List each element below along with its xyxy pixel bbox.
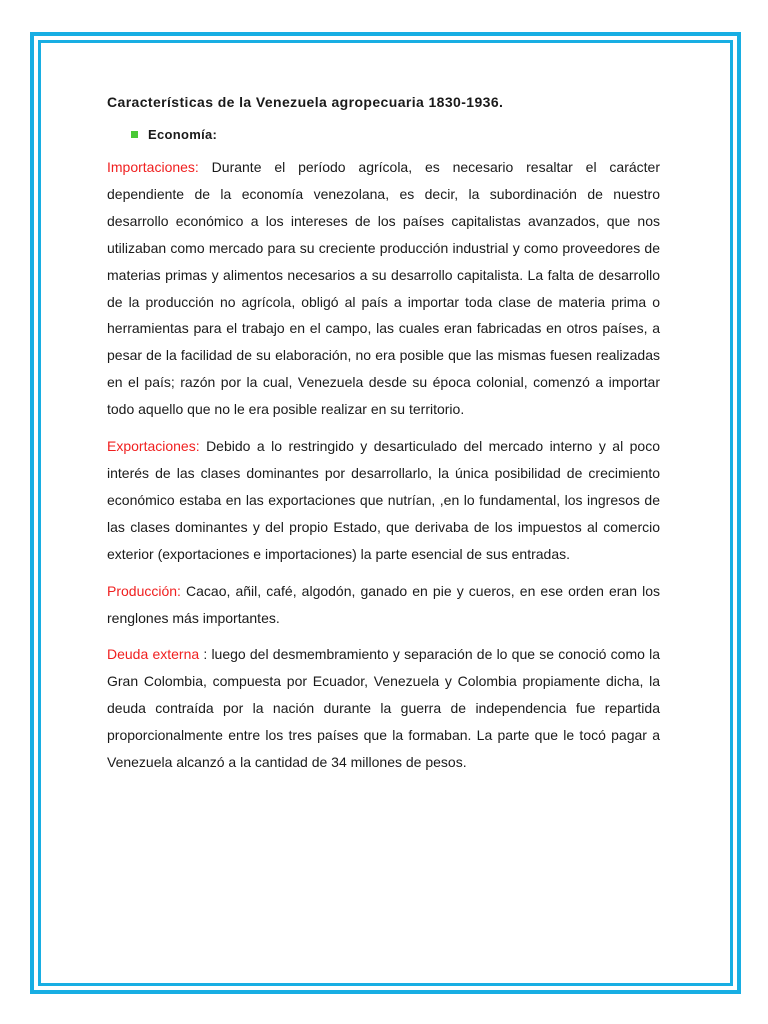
section-label: Economía:	[148, 126, 218, 142]
paragraph-lead-term: Exportaciones:	[107, 438, 200, 455]
bullet-square-icon	[131, 131, 138, 138]
paragraph-body: : luego del desmembramiento y separación de lo que se conoció como la Gran Colombia, compuesta por Ecuador, Venezuela y Colombia propiamente dicha, la deuda contraída por la nación durante la guerra de independencia fue repartida proporcionalmente entre los tres países que la formaban. La parte que le tocó pagar a Venezuela alcanzó a la cantidad de 34 millones de pesos.	[107, 646, 660, 771]
paragraph-lead-term: Producción:	[107, 582, 181, 599]
document-content	[107, 92, 660, 786]
section-heading	[131, 124, 660, 144]
paragraph-exportaciones	[107, 433, 660, 568]
paragraph-produccion	[107, 578, 660, 632]
paragraph-importaciones	[107, 154, 660, 423]
paragraph-lead-term: Importaciones:	[107, 159, 199, 175]
document-title: Características de la Venezuela agropecuaria 1830-1936.	[107, 94, 504, 110]
paragraph-deuda-externa	[107, 641, 660, 776]
paragraph-body: Cacao, añil, café, algodón, ganado en pie y cueros, en ese orden eran los renglones más importantes.	[107, 582, 660, 626]
paragraph-body: Durante el período agrícola, es necesario resaltar el carácter dependiente de la economía venezolana, es decir, la subordinación de nuestro desarrollo económico a los intereses de los países capitalistas avanzados, que nos utilizaban como mercado para su creciente producción industrial y como proveedores de materias primas y alimentos necesarios a su desarrollo capitalista. La falta de desarrollo de la producción no agrícola, obligó al país a importar toda clase de materia prima o herramientas para el trabajo en el campo, las cuales eran fabricadas en otros países, a pesar de la facilidad de su elaboración, no era posible que las mismas fuesen realizadas en el país; razón por la cual, Venezuela desde su época colonial, comenzó a importar todo aquello que no le era posible realizar en su territorio.	[107, 159, 660, 418]
paragraph-lead-term: Deuda externa	[107, 646, 200, 663]
paragraph-body: Debido a lo restringido y desarticulado del mercado interno y al poco interés de las clases dominantes por desarrollarlo, la única posibilidad de crecimiento económico estaba en las exportaciones que nutrían, ,en lo fundamental, los ingresos de las clases dominantes y del propio Estado, que derivaba de los impuestos al comercio exterior (exportaciones e importaciones) la parte esencial de sus entradas.	[107, 438, 660, 562]
